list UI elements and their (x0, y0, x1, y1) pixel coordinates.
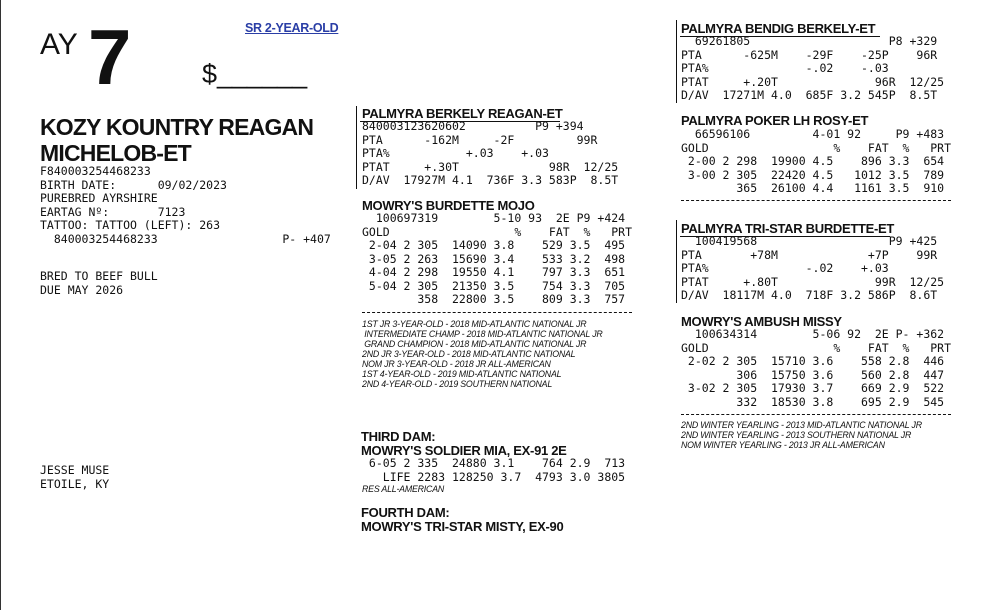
dam-achievement: INTERMEDIATE CHAMP - 2018 MID-ATLANTIC NATIONAL JR (362, 329, 603, 339)
dams-dam-achievements (681, 420, 922, 450)
dams-sire-stat-line: PTA +78M +7P 99R (681, 247, 938, 262)
sires-sire-name: PALMYRA BENDIG BERKELY-ET (681, 21, 876, 36)
animal-name-line1: KOZY KOUNTRY REAGAN (40, 114, 314, 140)
dam-achievement: 1ST JR 3-YEAR-OLD - 2018 MID-ATLANTIC NATIONAL JR (362, 319, 587, 329)
dams-dam-achievement: 2ND WINTER YEARLING - 2013 SOUTHERN NATIONAL JR (681, 430, 912, 440)
dam-achievement: 2ND 4-YEAR-OLD - 2019 SOUTHERN NATIONAL (362, 379, 553, 389)
dams-dam-record-line: 3-02 2 305 17930 3.7 669 2.9 522 (681, 381, 945, 395)
bred-info (40, 270, 158, 297)
dams-sire-stat-line: PTA% -.02 +.03 (681, 261, 889, 275)
dam-achievement: GRAND CHAMPION - 2018 MID-ATLANTIC NATIONAL JR (362, 339, 587, 349)
dam-record-line: 3-05 2 263 15690 3.4 533 3.2 498 (362, 251, 626, 266)
third-dam-note: RES ALL-AMERICAN (362, 484, 445, 494)
sires-sire-stat-line: PTA% -.02 -.03 (681, 61, 889, 75)
dams-dam-achievement: NOM WINTER YEARLING - 2013 JR ALL-AMERICAN (681, 440, 885, 450)
consignor-name: JESSE MUSE (40, 463, 110, 477)
dams-sire-stat-line: D/AV 18117M 4.0 718F 3.2 586P 8.6T (681, 288, 938, 302)
dams-sire-stat-line: PTAT +.80T 99R 12/25 (681, 274, 945, 289)
sires-dam-records (681, 128, 951, 196)
detail-id-score: 840003254468233 P- +407 (40, 231, 331, 246)
dams-sire-stat-line: 100419568 P9 +425 (681, 234, 938, 248)
dams-dam-record-line: 2-02 2 305 15710 3.6 558 2.8 446 (681, 354, 945, 368)
detail-eartag: EARTAG Nº: 7123 (40, 204, 186, 219)
sires-sire-stat-line: PTA -625M -29F -25P 96R (681, 47, 938, 62)
dams-sire-name: PALMYRA TRI-STAR BURDETTE-ET (681, 221, 895, 236)
consignor (40, 464, 109, 491)
dam-record-line: 100697319 5-10 93 2E P9 +424 (362, 211, 626, 225)
category-link[interactable]: SR 2-YEAR-OLD (245, 21, 339, 35)
dam-records (362, 212, 632, 307)
sires-dam-record-line: 365 26100 4.4 1161 3.5 910 (681, 181, 945, 195)
page-edge (0, 0, 1, 610)
dam-record-line: GOLD % FAT % PRT (362, 224, 633, 239)
animal-details (40, 165, 331, 246)
dams-dam-record-line: GOLD % FAT % PRT (681, 340, 952, 355)
sires-dam-name: PALMYRA POKER LH ROSY-ET (681, 113, 869, 128)
sires-dam-record-line: GOLD % FAT % PRT (681, 140, 952, 155)
third-dam-label: THIRD DAM: (361, 429, 436, 444)
third-dam-name: MOWRY'S SOLDIER MIA, EX-91 2E (361, 443, 567, 458)
dam-record-line: 358 22800 3.5 809 3.3 757 (362, 292, 626, 306)
dams-dam-record-line: 100634314 5-06 92 2E P- +362 (681, 327, 945, 341)
fourth-dam-name: MOWRY'S TRI-STAR MISTY, EX-90 (361, 519, 564, 534)
detail-birth-date: BIRTH DATE: 09/02/2023 (40, 177, 227, 192)
sires-sire-bracket-line (676, 20, 677, 103)
dams-dam-achievement: 2ND WINTER YEARLING - 2013 MID-ATLANTIC NATIONAL JR (681, 420, 922, 430)
sire-stat-line: D/AV 17927M 4.1 736F 3.3 583P 8.5T (362, 173, 619, 187)
due-date: DUE MAY 2026 (40, 282, 124, 297)
third-dam-record-line: 6-05 2 335 24880 3.1 764 2.9 713 (362, 456, 626, 470)
dams-dam-records (681, 328, 951, 409)
dams-sire-bracket-line (676, 220, 677, 303)
sires-dam-record-line: 3-00 2 305 22420 4.5 1012 3.5 789 (681, 167, 945, 182)
consignor-location: ETOILE, KY (40, 476, 110, 491)
dams-dam-separator (681, 414, 951, 415)
sire-stat-line: PTA% +.03 +.03 (362, 146, 549, 160)
sires-sire-stats (681, 35, 944, 103)
dam-separator (362, 312, 632, 313)
dams-dam-record-line: 332 18530 3.8 695 2.9 545 (681, 394, 945, 409)
detail-registration: F840003254468233 (40, 164, 151, 178)
lot-number: 7 (88, 13, 132, 101)
dam-record-line: 2-04 2 305 14090 3.8 529 3.5 495 (362, 238, 626, 252)
lot-prefix: AY (40, 28, 78, 61)
sires-dam-separator (681, 200, 951, 201)
dam-achievement: 1ST 4-YEAR-OLD - 2019 MID-ATLANTIC NATIONAL (362, 369, 562, 379)
sire-stat-line: 840003123620602 P9 +394 (362, 119, 584, 133)
bred-to: BRED TO BEEF BULL (40, 269, 158, 283)
dam-name: MOWRY'S BURDETTE MOJO (362, 198, 535, 213)
sire-stat-line: PTA -162M -2F 99R (362, 132, 598, 147)
dams-dam-record-line: 306 15750 3.6 560 2.8 447 (681, 367, 945, 382)
sires-sire-stat-line: 69261805 P8 +329 (681, 34, 938, 48)
detail-breed: PUREBRED AYRSHIRE (40, 191, 158, 205)
dam-record-line: 5-04 2 305 21350 3.5 754 3.3 705 (362, 278, 626, 293)
sire-stat-line: PTAT +.30T 98R 12/25 (362, 159, 619, 174)
sires-dam-record-line: 2-00 2 298 19900 4.5 896 3.3 654 (681, 154, 945, 168)
sire-name: PALMYRA BERKELY REAGAN-ET (362, 106, 563, 121)
fourth-dam-label: FOURTH DAM: (361, 505, 450, 520)
third-dam-records (362, 457, 625, 484)
dam-achievements (362, 319, 603, 389)
sire-stats (362, 120, 618, 188)
sires-sire-stat-line: D/AV 17271M 4.0 685F 3.2 545P 8.5T (681, 88, 938, 102)
dam-achievement: 2ND JR 3-YEAR-OLD - 2018 MID-ATLANTIC NATIONAL (362, 349, 576, 359)
price-blank: $______ (202, 59, 308, 89)
third-dam-record-line: LIFE 2283 128250 3.7 4793 3.0 3805 (362, 469, 626, 484)
sire-bracket-line (356, 106, 357, 189)
dams-sire-stats (681, 235, 944, 303)
animal-name-line2: MICHELOB-ET (40, 140, 191, 166)
sires-sire-stat-line: PTAT +.20T 96R 12/25 (681, 74, 945, 89)
sires-dam-record-line: 66596106 4-01 92 P9 +483 (681, 127, 945, 141)
dam-achievement: NOM JR 3-YEAR-OLD - 2018 JR ALL-AMERICAN (362, 359, 551, 369)
dams-dam-name: MOWRY'S AMBUSH MISSY (681, 314, 842, 329)
detail-tattoo: TATTOO: TATTOO (LEFT): 263 (40, 218, 221, 232)
dam-record-line: 4-04 2 298 19550 4.1 797 3.3 651 (362, 265, 626, 279)
